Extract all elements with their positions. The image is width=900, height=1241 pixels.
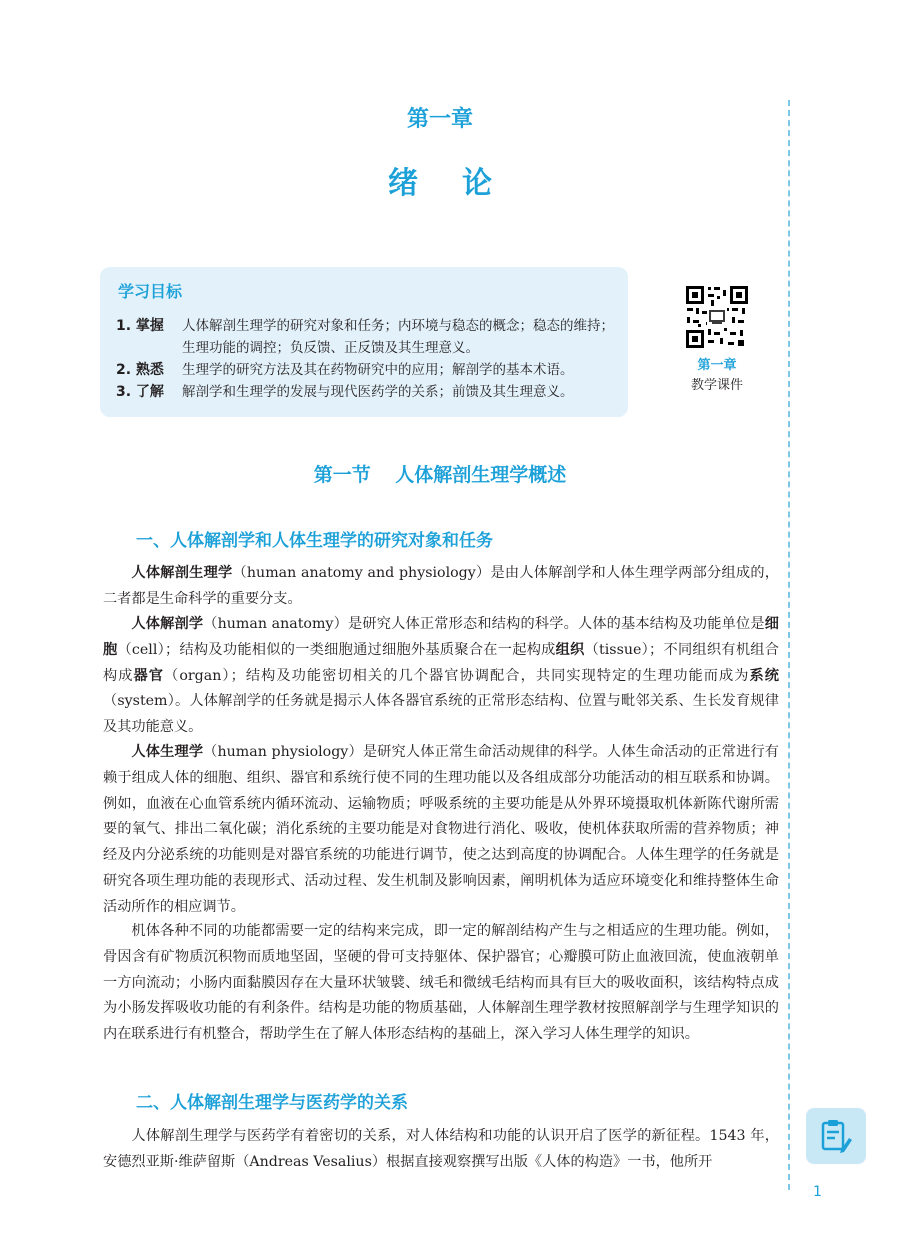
subsection-heading-1: 一、人体解剖学和人体生理学的研究对象和任务 <box>136 531 493 551</box>
chapter-title: 绪论 <box>388 166 536 201</box>
key-term: 人体解剖生理学 <box>131 565 233 581</box>
chapter-label: 第一章 <box>406 107 473 132</box>
objective-tag: 1. 掌握 <box>116 318 164 334</box>
paragraph-text: （human physiology）是研究人体正常生命活动规律的科学。人体生命活动的正常进行有赖于组成人体的细胞、组织、器官和系统行使不同的生理功能以及各组成部分功能活动的相互联系和协调。例如，血液在心血管系统内循环流动、运输物质；呼吸系统的主要功能是从外界环境摄取机体新陈代谢所需要的氧气、排出二氧化碳；消化系统的主要功能是对食物进行消化、吸收，使机体获取所需的营养物质；神经及内分泌系统的功能则是对器官系统的功能进行调节，使之达到高度的协调配合。人体生理学的任务就是研究各项生理功能的表现形式、活动过程、发生机制及影响因素，阐明机体为适应环境变化和维持整体生命活动所作的相应调节。 <box>103 744 779 915</box>
page-number: 1 <box>813 1184 822 1200</box>
paragraph-text: （system）。人体解剖学的任务就是揭示人体各器官系统的正常形态结构、位置与毗邻关系、生长发育规律及其功能意义。 <box>103 693 779 736</box>
key-term: 细胞 <box>103 616 779 658</box>
notes-edit-icon <box>820 1118 852 1154</box>
qr-code[interactable] <box>684 284 750 350</box>
key-term: 人体生理学 <box>131 744 204 760</box>
paragraph: 人体解剖生理学与医药学有着密切的关系，对人体结构和功能的认识开启了医学的新征程。1543 年，安德烈亚斯·维萨留斯（Andreas Vesalius）根据直接观察撰写出版《人体的构造》一书，他所开 <box>103 1128 779 1170</box>
key-term: 系统 <box>749 667 779 684</box>
paragraph: 机体各种不同的功能都需要一定的结构来完成，即一定的解剖结构产生与之相适应的生理功能。例如，骨因含有矿物质沉积物而质地坚固，坚硬的骨可支持躯体、保护器官；心瓣膜可防止血液回流，使血液朝单一方向流动；小肠内面黏膜因存在大量环状皱襞、绒毛和微绒毛结构而具有巨大的吸收面积，该结构特点成为小肠发挥吸收功能的有利条件。结构是功能的物质基础，人体解剖生理学教材按照解剖学与生理学知识的内在联系进行有机整合，帮助学生在了解人体形态结构的基础上，深入学习人体生理学的知识。 <box>103 923 779 1043</box>
objective-text: 人体解剖生理学的研究对象和任务；内环境与稳态的概念；稳态的维持；生理功能的调控；负反馈、正反馈及其生理意义。 <box>182 318 614 356</box>
learning-objectives-box <box>100 267 628 417</box>
objective-tag: 3. 了解 <box>116 384 164 400</box>
objective-item <box>116 359 622 381</box>
objective-item <box>116 315 622 359</box>
paragraph-text: （cell）；结构及功能相似的一类细胞通过细胞外基质聚合在一起构成 <box>117 641 556 658</box>
qr-chapter-label: 第一章 <box>697 358 737 373</box>
paragraph-text: （tissue）；不同组织有机组合构成 <box>103 641 779 684</box>
qr-code-icon <box>684 284 750 350</box>
objective-tag: 2. 熟悉 <box>116 362 164 378</box>
objective-text: 生理学的研究方法及其在药物研究中的应用；解剖学的基本术语。 <box>182 362 574 378</box>
paragraph <box>103 740 779 921</box>
qr-caption-text: 教学课件 <box>690 378 743 393</box>
paragraph-text: （human anatomy and physiology）是由人体解剖学和人体生理学两部分组成的，二者都是生命科学的重要分支。 <box>103 565 779 607</box>
paragraph-text: （organ）；结构及功能密切相关的几个器官协调配合，共同实现特定的生理功能而成为 <box>164 667 750 684</box>
objectives-list <box>116 315 622 403</box>
notes-button[interactable] <box>806 1108 866 1164</box>
paragraph-text: （human anatomy）是研究人体正常形态和结构的科学。人体的基本结构及功能单位是 <box>203 616 765 632</box>
paragraph <box>103 561 779 613</box>
objective-item <box>116 381 622 403</box>
paragraph <box>103 612 779 741</box>
objectives-heading: 学习目标 <box>118 282 183 301</box>
section-title: 第一节 人体解剖生理学概述 <box>313 464 567 486</box>
objective-text: 解剖学和生理学的发展与现代医药学的关系；前馈及其生理意义。 <box>182 384 574 400</box>
key-term: 人体解剖学 <box>131 616 204 632</box>
subsection-heading-2: 二、人体解剖生理学与医药学的关系 <box>136 1093 408 1113</box>
key-term: 器官 <box>133 667 165 684</box>
margin-divider <box>788 100 790 1190</box>
qr-caption <box>670 356 764 396</box>
key-term: 组织 <box>555 641 585 658</box>
